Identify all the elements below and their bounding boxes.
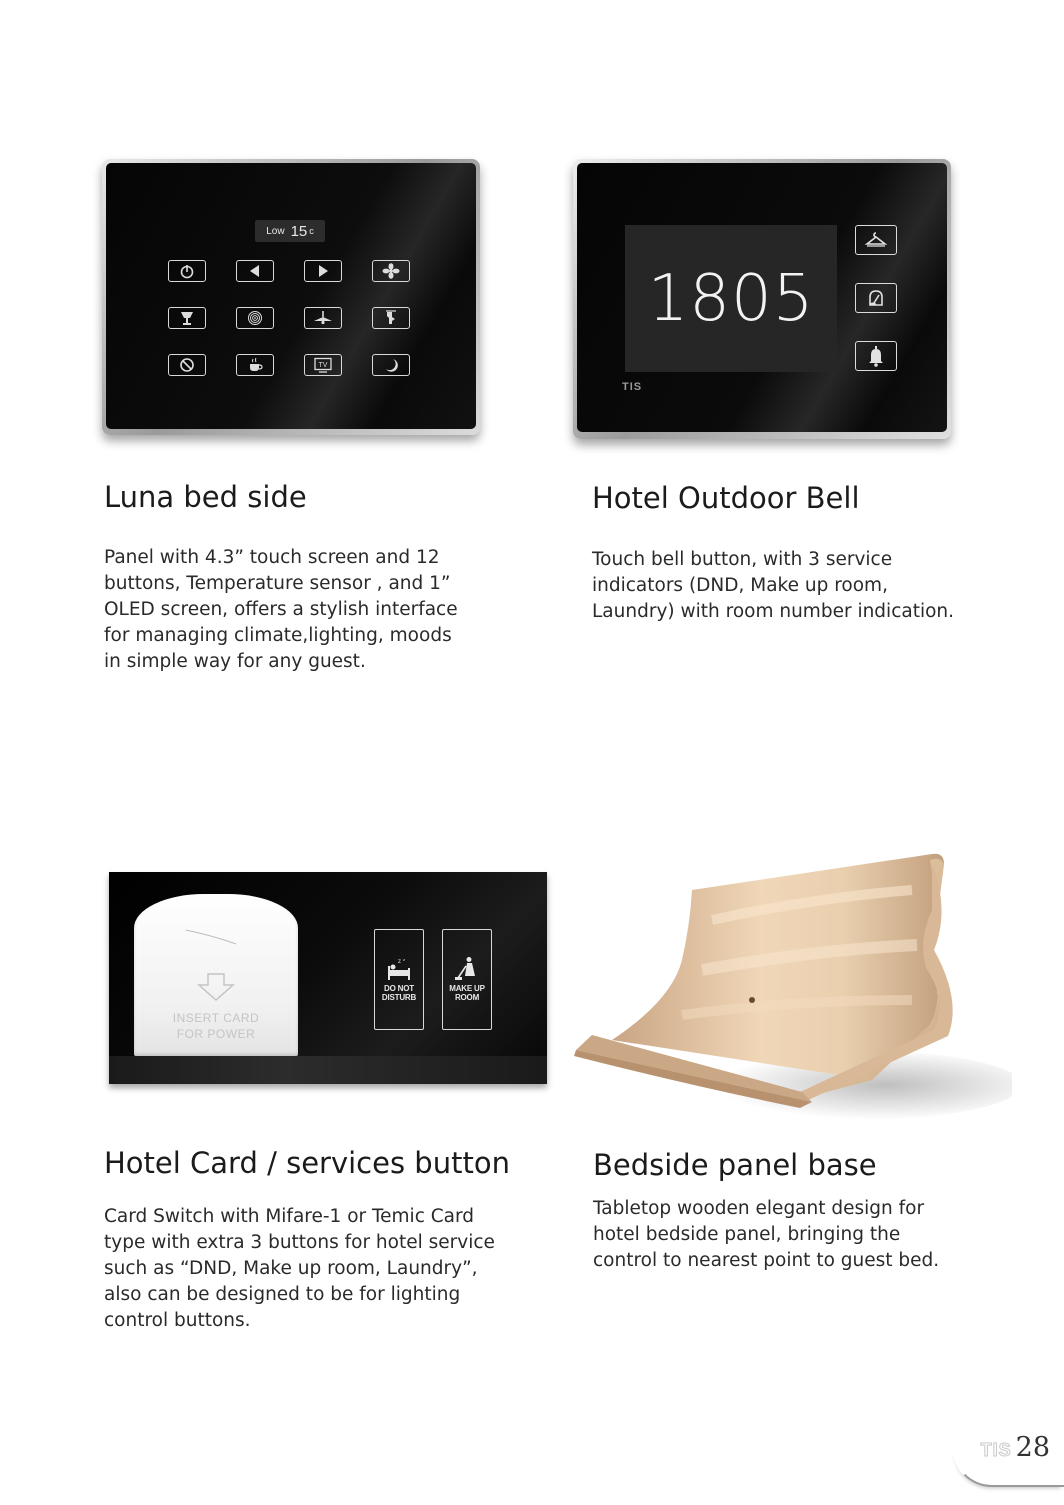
luna-panel-image [102,159,480,435]
outdoor-bell-image [573,159,951,439]
coffee-icon [236,354,274,376]
cleaning-icon [452,956,482,982]
luna-description: Panel with 4.3” touch screen and 12 buttons, Temperature sensor , and 1” OLED screen, offers a stylish interface for managing climate,lighting, moods in simple way for any guest. [104,547,458,672]
no-entry-icon [168,354,206,376]
panel-base-description: Tabletop wooden elegant design for hotel bedside panel, bringing the control to nearest point to guest bed. [593,1198,940,1271]
arrow-right-icon [304,260,342,282]
bell-icon [855,341,897,371]
oled-mode: Low [266,225,285,237]
page-number-block [981,1432,1050,1463]
wooden-base-image [572,850,1012,1140]
svg-text:z: z [398,959,401,965]
card-switch-title: Hotel Card / services button [104,1146,510,1180]
fan-icon [372,260,410,282]
sleeping-icon [384,956,414,982]
room-number: 1805 [647,261,815,336]
bell-brand-logo: TIS [622,381,643,393]
arrow-down-icon [196,972,236,1002]
power-icon [168,260,206,282]
svg-text:z: z [403,957,405,962]
ceiling-light-icon [304,307,342,329]
tv-icon [304,354,342,376]
card-holder [134,894,298,1056]
outdoor-bell-glass [577,163,947,432]
oled-unit: c [309,226,314,236]
luna-panel-glass [106,163,476,429]
panel-base-title: Bedside panel base [593,1148,877,1182]
outdoor-bell-title: Hotel Outdoor Bell [592,481,860,515]
luna-title: Luna bed side [104,480,307,514]
room-number-display [625,225,837,372]
dnd-button [374,929,424,1030]
vacuum-icon [855,283,897,313]
dnd-label: DO NOT DISTURB [381,984,417,1002]
lamp-icon [168,307,206,329]
panel-bottom-band [109,1056,547,1084]
make-up-room-button [442,929,492,1030]
tv-icon-label: TV [318,362,328,369]
card-text-line2: FOR POWER [176,1027,256,1041]
page-number: 28 [1015,1432,1050,1463]
speaker-icon [236,307,274,329]
card-switch-image [109,872,547,1084]
moon-icon [372,354,410,376]
make-up-room-label: MAKE UP ROOM [449,984,485,1002]
curtain-icon [372,307,410,329]
card-switch-description: Card Switch with Mifare-1 or Temic Card type with extra 3 buttons for hotel service such as “DND, Make up room, Laundry”, also can be designed to be for lighting control buttons. [104,1206,495,1331]
hanger-icon [855,225,897,255]
card-slot-line [184,928,238,948]
oled-temperature: 15 [290,222,308,240]
card-text-line1: INSERT CARD [172,1011,260,1025]
oled-display [255,220,325,242]
outdoor-bell-description: Touch bell button, with 3 service indicators (DND, Make up room, Laundry) with room number indication. [592,549,955,622]
footer-logo: TIS [980,1440,1012,1460]
arrow-left-icon [236,260,274,282]
